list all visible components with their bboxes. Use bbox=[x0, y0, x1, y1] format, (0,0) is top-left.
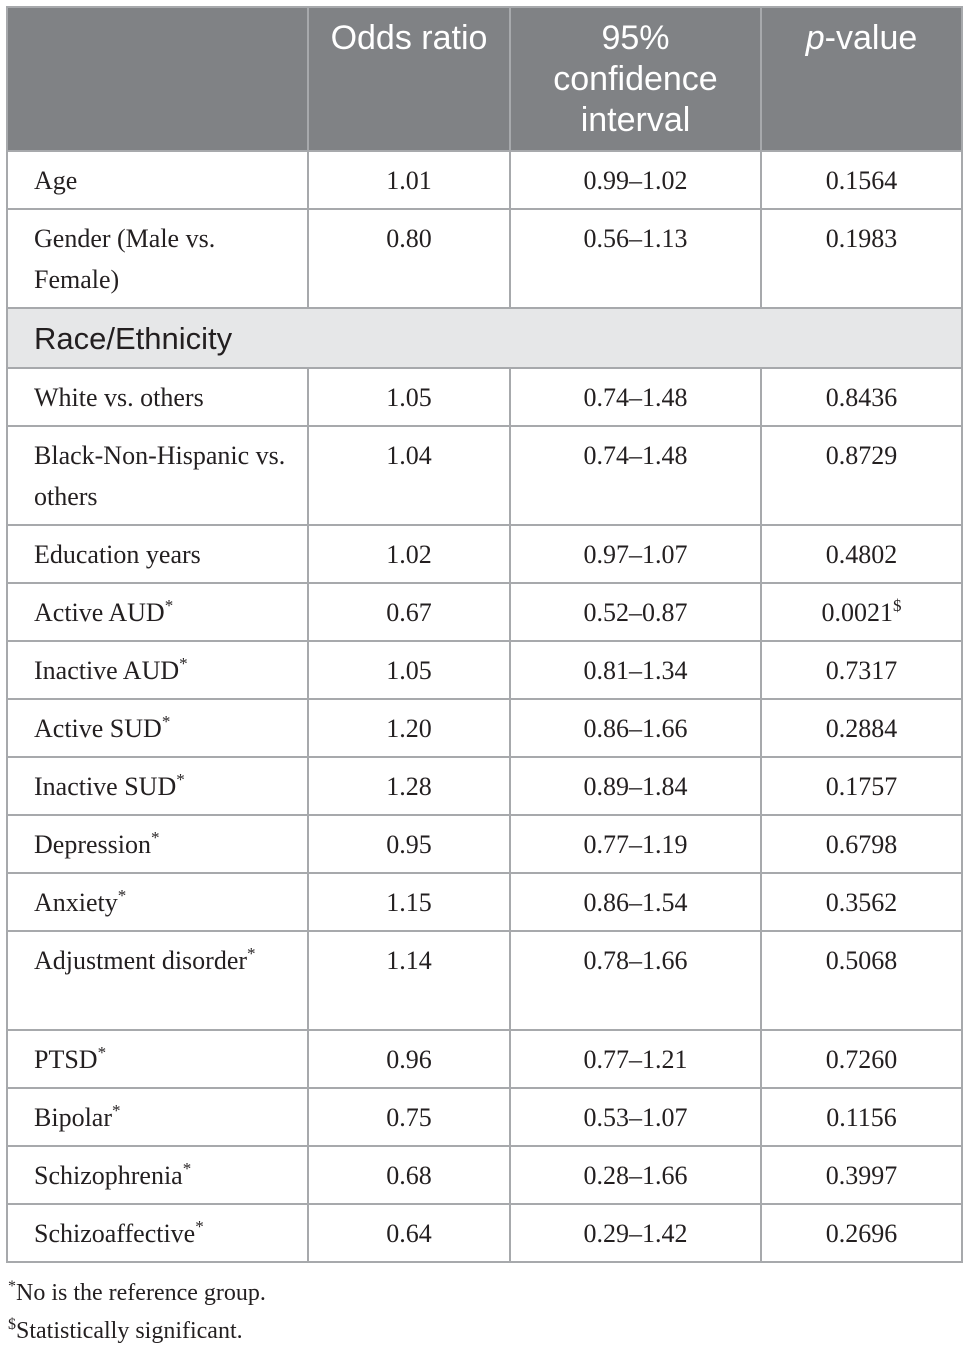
footnote-mark: $ bbox=[8, 1316, 16, 1333]
confidence-interval-cell: 0.81–1.34 bbox=[510, 641, 761, 699]
p-value: 0.7260 bbox=[825, 1045, 898, 1074]
table-row bbox=[7, 699, 962, 757]
row-label: Age bbox=[34, 166, 78, 195]
row-label-mark: * bbox=[179, 654, 188, 673]
row-label-mark: * bbox=[117, 886, 127, 905]
row-label-cell bbox=[7, 1146, 308, 1204]
row-label-cell bbox=[7, 583, 308, 641]
p-value: 0.5068 bbox=[825, 946, 898, 975]
header-p-rest: -value bbox=[824, 19, 918, 57]
footnote bbox=[8, 1274, 266, 1312]
row-label: Gender (Male vs. Female) bbox=[34, 224, 216, 294]
table-row bbox=[7, 209, 962, 308]
header-p-italic: p bbox=[805, 19, 825, 57]
confidence-interval-cell: 0.74–1.48 bbox=[510, 368, 761, 426]
section-heading: Race/Ethnicity bbox=[7, 308, 962, 368]
confidence-interval-cell: 0.53–1.07 bbox=[510, 1088, 761, 1146]
p-value: 0.3997 bbox=[825, 1161, 898, 1190]
row-label-cell bbox=[7, 641, 308, 699]
p-value: 0.7317 bbox=[825, 656, 898, 685]
p-value-cell bbox=[761, 757, 962, 815]
odds-ratio-cell: 0.67 bbox=[308, 583, 510, 641]
confidence-interval-cell: 0.89–1.84 bbox=[510, 757, 761, 815]
row-label-mark: * bbox=[112, 1101, 121, 1120]
row-label-cell bbox=[7, 1088, 308, 1146]
row-label-mark: * bbox=[97, 1043, 107, 1062]
section-row bbox=[7, 308, 962, 368]
confidence-interval-cell: 0.74–1.48 bbox=[510, 426, 761, 525]
header-confidence-interval: 95% confidence interval bbox=[510, 7, 761, 151]
table-header bbox=[7, 7, 962, 151]
header-p-value bbox=[761, 7, 962, 151]
row-label-cell bbox=[7, 931, 308, 1030]
row-label-cell bbox=[7, 209, 308, 308]
table-row bbox=[7, 757, 962, 815]
confidence-interval-cell: 0.77–1.21 bbox=[510, 1030, 761, 1088]
odds-ratio-cell: 1.01 bbox=[308, 151, 510, 209]
odds-ratio-cell: 1.14 bbox=[308, 931, 510, 1030]
header-variable bbox=[7, 7, 308, 151]
p-value-cell bbox=[761, 1204, 962, 1262]
p-value-cell bbox=[761, 209, 962, 308]
row-label: Anxiety bbox=[34, 888, 118, 917]
p-value: 0.1983 bbox=[825, 224, 898, 253]
row-label-mark: * bbox=[161, 712, 171, 731]
p-value: 0.2696 bbox=[825, 1219, 898, 1248]
table-body bbox=[7, 151, 962, 1262]
footnotes bbox=[8, 1274, 266, 1350]
odds-ratio-cell: 1.28 bbox=[308, 757, 510, 815]
footnote-text: No is the reference group. bbox=[16, 1280, 266, 1306]
p-value-cell bbox=[761, 583, 962, 641]
confidence-interval-cell: 0.97–1.07 bbox=[510, 525, 761, 583]
p-value-cell bbox=[761, 525, 962, 583]
p-value-cell bbox=[761, 931, 962, 1030]
odds-ratio-cell: 0.96 bbox=[308, 1030, 510, 1088]
table-row bbox=[7, 1146, 962, 1204]
p-value-cell bbox=[761, 368, 962, 426]
p-value-cell bbox=[761, 699, 962, 757]
p-value: 0.8436 bbox=[825, 383, 898, 412]
row-label: Schizoaffective bbox=[34, 1219, 196, 1248]
confidence-interval-cell: 0.28–1.66 bbox=[510, 1146, 761, 1204]
row-label: Inactive SUD bbox=[34, 772, 177, 801]
p-value-cell bbox=[761, 1146, 962, 1204]
row-label-mark: * bbox=[176, 770, 185, 789]
row-label: Active AUD bbox=[34, 598, 165, 627]
row-label-cell bbox=[7, 1204, 308, 1262]
row-label: White vs. others bbox=[34, 383, 204, 412]
p-value: 0.6798 bbox=[825, 830, 898, 859]
header-odds-ratio: Odds ratio bbox=[308, 7, 510, 151]
odds-ratio-cell: 1.02 bbox=[308, 525, 510, 583]
confidence-interval-cell: 0.52–0.87 bbox=[510, 583, 761, 641]
p-value: 0.2884 bbox=[825, 714, 898, 743]
row-label-cell bbox=[7, 815, 308, 873]
table-row bbox=[7, 1030, 962, 1088]
footnote-mark: * bbox=[8, 1278, 16, 1295]
row-label: Black-Non-Hispanic vs. others bbox=[34, 441, 286, 511]
p-value-cell bbox=[761, 1030, 962, 1088]
row-label: Depression bbox=[34, 830, 151, 859]
odds-ratio-cell: 1.15 bbox=[308, 873, 510, 931]
footnote-text: Statistically significant. bbox=[16, 1318, 243, 1344]
confidence-interval-cell: 0.78–1.66 bbox=[510, 931, 761, 1030]
table-row bbox=[7, 1204, 962, 1262]
p-value: 0.1156 bbox=[826, 1103, 897, 1132]
row-label-cell bbox=[7, 368, 308, 426]
p-value: 0.4802 bbox=[825, 540, 898, 569]
table-row bbox=[7, 931, 962, 1030]
confidence-interval-cell: 0.99–1.02 bbox=[510, 151, 761, 209]
row-label-mark: * bbox=[182, 1159, 192, 1178]
row-label: Adjustment disorder bbox=[34, 946, 248, 975]
row-label-cell bbox=[7, 151, 308, 209]
row-label: Inactive AUD bbox=[34, 656, 180, 685]
p-value: 0.1757 bbox=[825, 772, 898, 801]
row-label-cell bbox=[7, 1030, 308, 1088]
odds-ratio-cell: 0.95 bbox=[308, 815, 510, 873]
results-table bbox=[6, 6, 963, 1263]
row-label-mark: * bbox=[150, 828, 160, 847]
p-value-cell bbox=[761, 426, 962, 525]
p-value: 0.8729 bbox=[825, 441, 898, 470]
row-label-mark: * bbox=[164, 596, 174, 615]
row-label: Education years bbox=[34, 540, 201, 569]
row-label-cell bbox=[7, 699, 308, 757]
p-value-mark: $ bbox=[893, 596, 902, 615]
header-row bbox=[7, 7, 962, 151]
footnote bbox=[8, 1312, 266, 1350]
table-row bbox=[7, 426, 962, 525]
row-label: Bipolar bbox=[34, 1103, 112, 1132]
odds-ratio-cell: 0.64 bbox=[308, 1204, 510, 1262]
table-row bbox=[7, 815, 962, 873]
table-row bbox=[7, 583, 962, 641]
row-label-cell bbox=[7, 525, 308, 583]
row-label: Schizophrenia bbox=[34, 1161, 183, 1190]
table-row bbox=[7, 641, 962, 699]
row-label-cell bbox=[7, 757, 308, 815]
row-label-mark: * bbox=[195, 1217, 204, 1236]
p-value: 0.0021 bbox=[821, 598, 893, 627]
odds-ratio-cell: 1.05 bbox=[308, 641, 510, 699]
confidence-interval-cell: 0.86–1.54 bbox=[510, 873, 761, 931]
p-value-cell bbox=[761, 873, 962, 931]
table-row bbox=[7, 873, 962, 931]
table-row bbox=[7, 368, 962, 426]
odds-ratio-cell: 0.80 bbox=[308, 209, 510, 308]
odds-ratio-cell: 1.05 bbox=[308, 368, 510, 426]
row-label-cell bbox=[7, 873, 308, 931]
odds-ratio-cell: 0.75 bbox=[308, 1088, 510, 1146]
p-value: 0.3562 bbox=[825, 888, 898, 917]
table-row bbox=[7, 1088, 962, 1146]
confidence-interval-cell: 0.56–1.13 bbox=[510, 209, 761, 308]
p-value-cell bbox=[761, 151, 962, 209]
odds-ratio-cell: 1.04 bbox=[308, 426, 510, 525]
odds-ratio-cell: 0.68 bbox=[308, 1146, 510, 1204]
confidence-interval-cell: 0.77–1.19 bbox=[510, 815, 761, 873]
row-label-mark: * bbox=[247, 944, 256, 963]
confidence-interval-cell: 0.86–1.66 bbox=[510, 699, 761, 757]
row-label-cell bbox=[7, 426, 308, 525]
p-value-cell bbox=[761, 641, 962, 699]
row-label: Active SUD bbox=[34, 714, 162, 743]
p-value-cell bbox=[761, 1088, 962, 1146]
table-row bbox=[7, 525, 962, 583]
row-label: PTSD bbox=[34, 1045, 98, 1074]
table-row bbox=[7, 151, 962, 209]
odds-ratio-cell: 1.20 bbox=[308, 699, 510, 757]
p-value: 0.1564 bbox=[825, 166, 898, 195]
confidence-interval-cell: 0.29–1.42 bbox=[510, 1204, 761, 1262]
p-value-cell bbox=[761, 815, 962, 873]
